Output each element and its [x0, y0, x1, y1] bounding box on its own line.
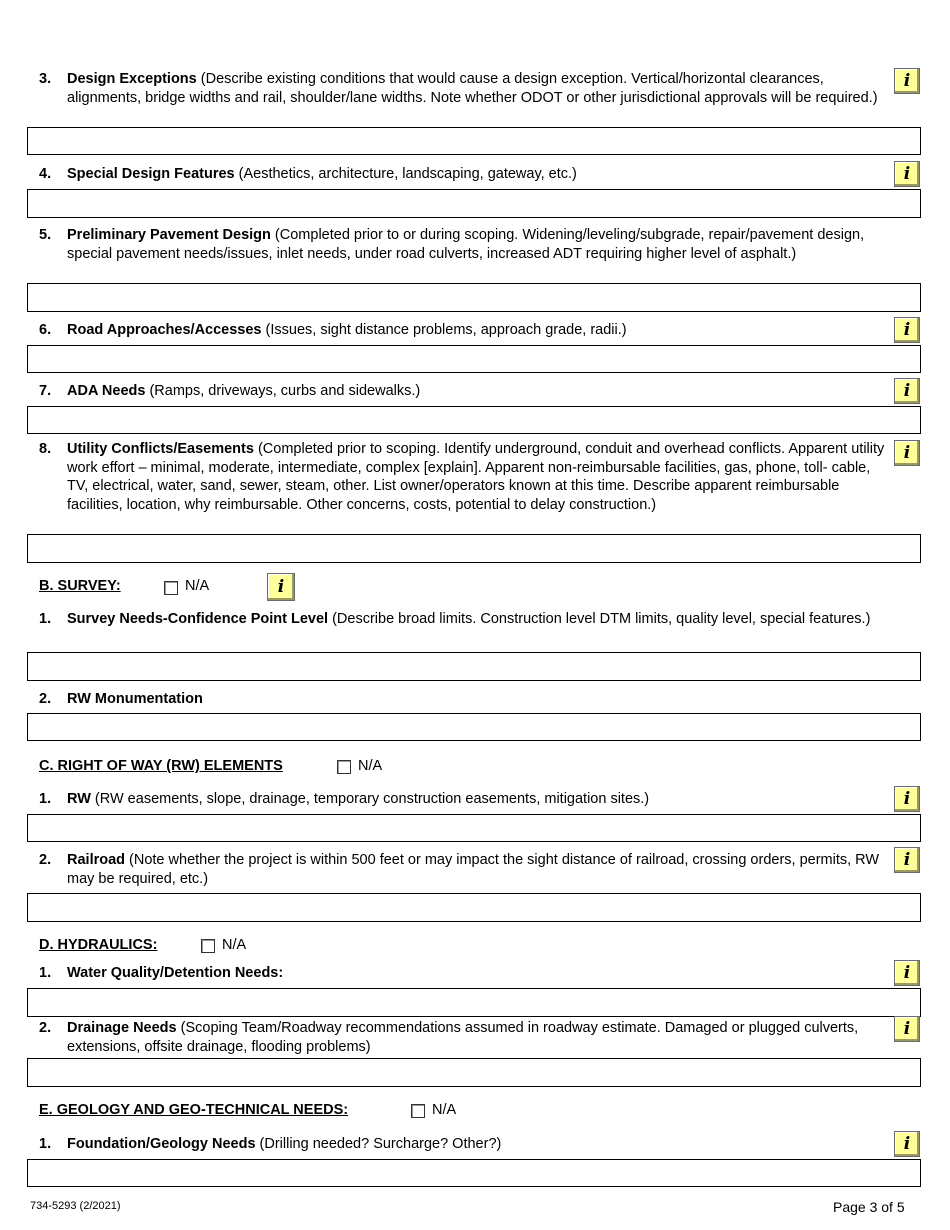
- survey-needs-field[interactable]: [27, 652, 921, 681]
- info-icon[interactable]: i: [894, 847, 920, 873]
- section-right-of-way-heading: C. RIGHT OF WAY (RW) ELEMENTS: [39, 758, 283, 774]
- question-preliminary-pavement-design: 5. Preliminary Pavement Design (Completed prior to or during scoping. Widening/leveling/subgrade, repair/pavement design, special pavement needs/issues, inlet needs, under road culverts, increased ADT requiring higher level of asphalt.): [39, 227, 865, 262]
- question-drainage-needs: 2. Drainage Needs (Scoping Team/Roadway recommendations assumed in roadway estimate. Damaged or plugged culverts, extensions, offsite drainage, flooding problems): [39, 1020, 859, 1055]
- utility-conflicts-field[interactable]: [27, 534, 921, 563]
- question-foundation-geology: 1. Foundation/Geology Needs (Drilling needed? Surcharge? Other?): [39, 1136, 502, 1152]
- question-utility-conflicts: 8. Utility Conflicts/Easements (Completed prior to scoping. Identify underground, conduit and overhead conflicts. Apparent utility work effort – minimal, moderate, intermediate, complex [explain]. Apparent non-reimbursable facilities, gas, phone, toll- cable, TV, electrical, water, sand, sewer, steam, other. List owner/operators known at this time. Describe apparent reimbursable facilities, location, why reimbursable. Other concerns, costs, potential to delay construction.): [39, 441, 885, 513]
- survey-na-label: N/A: [185, 578, 210, 594]
- question-road-approaches: 6. Road Approaches/Accesses (Issues, sight distance problems, approach grade, radii.): [39, 322, 627, 338]
- design-exceptions-field[interactable]: [27, 127, 921, 155]
- survey-na-checkbox[interactable]: [164, 581, 178, 595]
- section-hydraulics-heading: D. HYDRAULICS:: [39, 937, 158, 953]
- right-of-way-na-checkbox[interactable]: [337, 760, 351, 774]
- question-survey-needs: 1. Survey Needs-Confidence Point Level (Describe broad limits. Construction level DTM limits, quality level, special features.): [39, 611, 871, 627]
- water-quality-field[interactable]: [27, 988, 921, 1017]
- info-icon[interactable]: i: [894, 68, 920, 94]
- info-icon[interactable]: i: [267, 573, 295, 601]
- geology-na-label: N/A: [432, 1102, 457, 1118]
- question-ada-needs: 7. ADA Needs (Ramps, driveways, curbs and sidewalks.): [39, 383, 421, 399]
- geology-na-checkbox[interactable]: [411, 1104, 425, 1118]
- info-icon[interactable]: i: [894, 786, 920, 812]
- hydraulics-na-checkbox[interactable]: [201, 939, 215, 953]
- foundation-geology-field[interactable]: [27, 1159, 921, 1187]
- section-geology-heading: E. GEOLOGY AND GEO-TECHNICAL NEEDS:: [39, 1102, 349, 1118]
- section-survey-heading: B. SURVEY:: [39, 578, 121, 594]
- question-special-design-features: 4. Special Design Features (Aesthetics, architecture, landscaping, gateway, etc.): [39, 166, 577, 182]
- question-rw: 1. RW (RW easements, slope, drainage, temporary construction easements, mitigation sites.): [39, 791, 650, 807]
- page-number: Page 3 of 5: [833, 1199, 905, 1215]
- form-number: 734-5293 (2/2021): [30, 1200, 121, 1212]
- road-approaches-field[interactable]: [27, 345, 921, 373]
- question-design-exceptions: 3. Design Exceptions (Describe existing conditions that would cause a design exception. Vertical/horizontal clearances, alignments, bridge widths and rail, shoulder/lane widths. Note whether ODOT or other jurisdictional approvals will be required.): [39, 71, 878, 106]
- info-icon[interactable]: i: [894, 317, 920, 343]
- ada-needs-field[interactable]: [27, 406, 921, 434]
- railroad-field[interactable]: [27, 893, 921, 922]
- info-icon[interactable]: i: [894, 161, 920, 187]
- rw-monumentation-field[interactable]: [27, 713, 921, 741]
- right-of-way-na-label: N/A: [358, 758, 383, 774]
- info-icon[interactable]: i: [894, 1131, 920, 1157]
- special-design-features-field[interactable]: [27, 189, 921, 218]
- question-water-quality: 1. Water Quality/Detention Needs:: [39, 965, 284, 981]
- info-icon[interactable]: i: [894, 378, 920, 404]
- hydraulics-na-label: N/A: [222, 937, 247, 953]
- drainage-needs-field[interactable]: [27, 1058, 921, 1087]
- preliminary-pavement-design-field[interactable]: [27, 283, 921, 312]
- info-icon[interactable]: i: [894, 440, 920, 466]
- question-railroad: 2. Railroad (Note whether the project is within 500 feet or may impact the sight distance of railroad, crossing orders, permits, RW may be required, etc.): [39, 852, 880, 887]
- question-rw-monumentation: 2. RW Monumentation: [39, 691, 203, 707]
- info-icon[interactable]: i: [894, 960, 920, 986]
- rw-field[interactable]: [27, 814, 921, 842]
- info-icon[interactable]: i: [894, 1016, 920, 1042]
